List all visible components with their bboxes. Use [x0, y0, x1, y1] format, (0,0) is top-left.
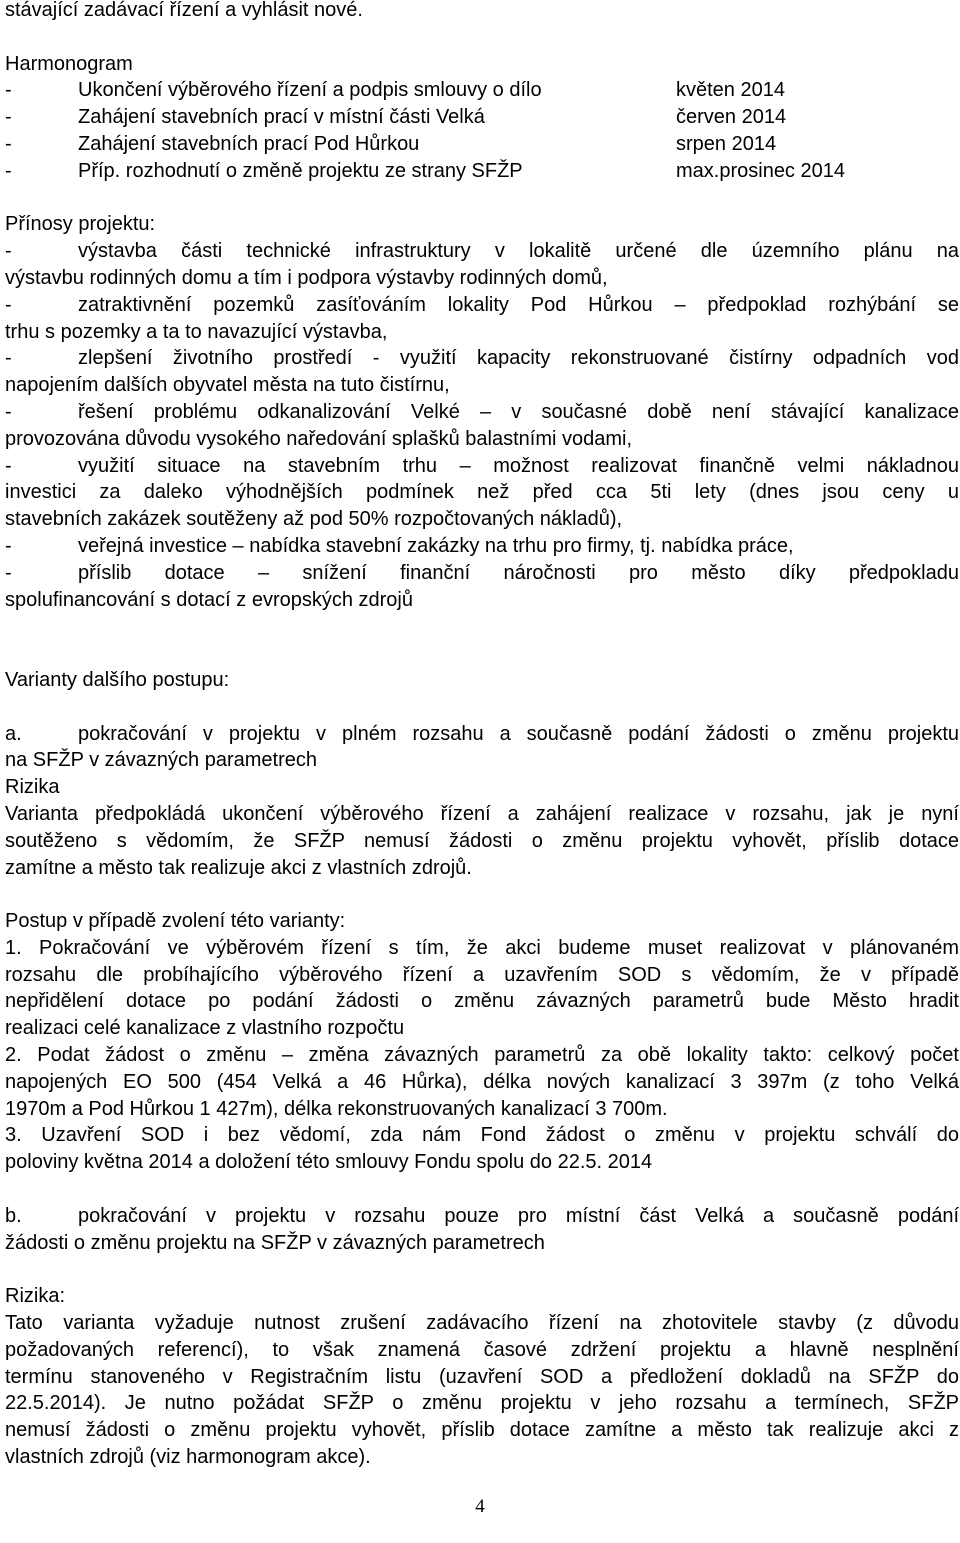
dash: -: [5, 132, 12, 155]
harmonogram-item: [5, 158, 959, 185]
benefit-item-text: zatraktivnění pozemků zasíťováním lokality Pod Hůrkou – předpoklad rozhýbání se: [78, 293, 959, 316]
harmonogram-item-date: červen 2014: [676, 106, 787, 129]
variants-title: Varianty dalšího postupu:: [5, 668, 230, 691]
benefit-item-continuation: stavebních zakázek soutěženy až pod 50% rozpočtovaných nákladů),: [5, 508, 623, 531]
benefit-item: [5, 453, 959, 533]
harmonogram-item: [5, 77, 959, 104]
harmonogram-item-text: Zahájení stavebních prací v místní části Velká: [78, 106, 485, 129]
harmonogram-item: [5, 131, 959, 158]
spacer: [5, 881, 959, 908]
benefit-item: [5, 560, 959, 614]
benefit-item-text: využití situace na stavebním trhu – možnost realizovat finančně velmi nákladnou: [78, 454, 959, 477]
risks-line: nemusí žádosti o změnu projektu vyhovět, příslib dotace zamítne a město tak realizuje akci z: [5, 1419, 959, 1442]
benefit-item-text: výstavba části technické infrastruktury v lokalitě určené dle územního plánu na: [78, 240, 959, 263]
dash: -: [5, 293, 12, 316]
benefit-item: [5, 533, 959, 560]
risks-line: 22.5.2014). Je nutno požádat SFŽP o změnu projektu v jeho rozsahu a termínech, SFŽP: [5, 1392, 959, 1415]
benefit-item-continuation: spolufinancování s dotací z evropských zdrojů: [5, 588, 413, 611]
benefit-item-continuation: provozována důvodu vysokého naředování splašků balastními vodami,: [5, 427, 633, 450]
variant-heading-continuation: žádosti o změnu projektu na SFŽP v závazných parametrech: [5, 1231, 545, 1254]
variant-heading-continuation: na SFŽP v závazných parametrech: [5, 749, 317, 772]
dash: -: [5, 106, 12, 129]
risks-line: zamítne a město tak realizuje akci z vlastních zdrojů.: [5, 856, 472, 879]
procedure-line: realizaci celé kanalizace z vlastního rozpočtu: [5, 1017, 405, 1040]
procedure-line: 1. Pokračování ve výběrovém řízení s tím, že akci budeme muset realizovat v plánovaném: [5, 936, 959, 959]
harmonogram-item-text: Příp. rozhodnutí o změně projektu ze strany SFŽP: [78, 159, 523, 182]
risks-line: Tato varianta vyžaduje nutnost zrušení zadávacího řízení na zhotovitele stavby (z důvodu: [5, 1312, 959, 1335]
benefit-item-text: zlepšení životního prostředí - využití kapacity rekonstruované čistírny odpadních vod: [78, 347, 959, 370]
harmonogram-item-date: květen 2014: [676, 79, 785, 102]
benefits-title: Přínosy projektu:: [5, 213, 156, 236]
benefit-item-continuation: výstavbu rodinných domu a tím i podpora výstavby rodinných domů,: [5, 266, 608, 289]
dash: -: [5, 400, 12, 423]
harmonogram-item-text: Zahájení stavebních prací Pod Hůrkou: [78, 132, 420, 155]
page-number: 4: [475, 1496, 485, 1517]
document-page: [5, 0, 959, 1471]
dash: -: [5, 347, 12, 370]
risks-line: požadovaných referencí), to však znamená časové zdržení projektu a hlavně nesplnění: [5, 1338, 959, 1361]
harmonogram-item-text: Ukončení výběrového řízení a podpis smlouvy o dílo: [78, 79, 542, 102]
benefit-item-text: příslib dotace – snížení finanční náročnosti pro město díky předpokladu: [78, 561, 959, 584]
spacer: [5, 1176, 959, 1203]
benefit-item-text: řešení problému odkanalizování Velké – v současné době není stávající kanalizace: [78, 400, 959, 423]
risks-title: Rizika:: [5, 1285, 66, 1308]
variant-heading: pokračování v projektu v plném rozsahu a současně podání žádosti o změnu projektu: [78, 722, 959, 745]
variant-label: a.: [5, 722, 22, 745]
risks-line: soutěženo s vědomím, že SFŽP nemusí žádosti o změnu projektu vyhovět, příslib dotace: [5, 829, 959, 852]
harmonogram-item-date: srpen 2014: [676, 132, 777, 155]
benefit-item: [5, 238, 959, 292]
dash: -: [5, 454, 12, 477]
variant-heading: pokračování v projektu v rozsahu pouze pro místní část Velká a současně podání: [78, 1204, 959, 1227]
benefit-item-continuation: napojením dalších obyvatel města na tuto čistírnu,: [5, 374, 450, 397]
spacer: [5, 24, 959, 51]
procedure-line: 3. Uzavření SOD i bez vědomí, zda nám Fond žádost o změnu v projektu schválí do: [5, 1124, 959, 1147]
risks-line: Varianta předpokládá ukončení výběrového řízení a zahájení realizace v rozsahu, jak je nyní: [5, 802, 959, 825]
dash: -: [5, 534, 12, 557]
harmonogram-title: Harmonogram: [5, 52, 133, 75]
procedure-line: rozsahu dle probíhajícího výběrového řízení a uzavřením SOD s vědomím, že v případě: [5, 963, 959, 986]
spacer: [5, 613, 959, 667]
procedure-line: 2. Podat žádost o změnu – změna závazných parametrů za obě lokality takto: celkový počet: [5, 1044, 959, 1067]
variant-b: [5, 1203, 959, 1471]
procedure-title: Postup v případě zvolení této varianty:: [5, 910, 346, 933]
intro-line: stávající zadávací řízení a vyhlásit nové.: [5, 0, 363, 21]
benefit-item: [5, 345, 959, 399]
spacer: [5, 1256, 959, 1283]
risks-line: termínu stanoveného v Registračním listu (uzavření SOD a předložení dokladů na SFŽP do: [5, 1365, 959, 1388]
risks-line: vlastních zdrojů (viz harmonogram akce).: [5, 1446, 371, 1469]
benefit-item: [5, 292, 959, 346]
benefit-item-text: veřejná investice – nabídka stavební zakázky na trhu pro firmy, tj. nabídka práce,: [78, 534, 794, 557]
dash: -: [5, 159, 12, 182]
procedure-line: 1970m a Pod Hůrkou 1 427m), délka rekonstruovaných kanalizací 3 700m.: [5, 1097, 668, 1120]
benefit-item: [5, 399, 959, 453]
harmonogram-item: [5, 104, 959, 131]
procedure-line: napojených EO 500 (454 Velká a 46 Hůrka), délka nových kanalizací 3 397m (z toho Velká: [5, 1070, 959, 1093]
procedure-line: poloviny května 2014 a doložení této smlouvy Fondu spolu do 22.5. 2014: [5, 1151, 653, 1174]
dash: -: [5, 79, 12, 102]
dash: -: [5, 240, 12, 263]
variant-label: b.: [5, 1204, 22, 1227]
risks-title: Rizika: [5, 776, 60, 799]
benefit-item-continuation: investici za daleko výhodnějších podmínek než před cca 5ti lety (dnes jsou ceny u: [5, 481, 959, 504]
procedure-line: nepřidělení dotace po podání žádosti o změnu závazných parametrů bude Město hradit: [5, 990, 959, 1013]
dash: -: [5, 561, 12, 584]
variant-a: [5, 721, 959, 1177]
benefit-item-continuation: trhu s pozemky a ta to navazující výstavba,: [5, 320, 388, 343]
spacer: [5, 694, 959, 721]
spacer: [5, 185, 959, 212]
harmonogram-item-date: max.prosinec 2014: [676, 159, 845, 182]
